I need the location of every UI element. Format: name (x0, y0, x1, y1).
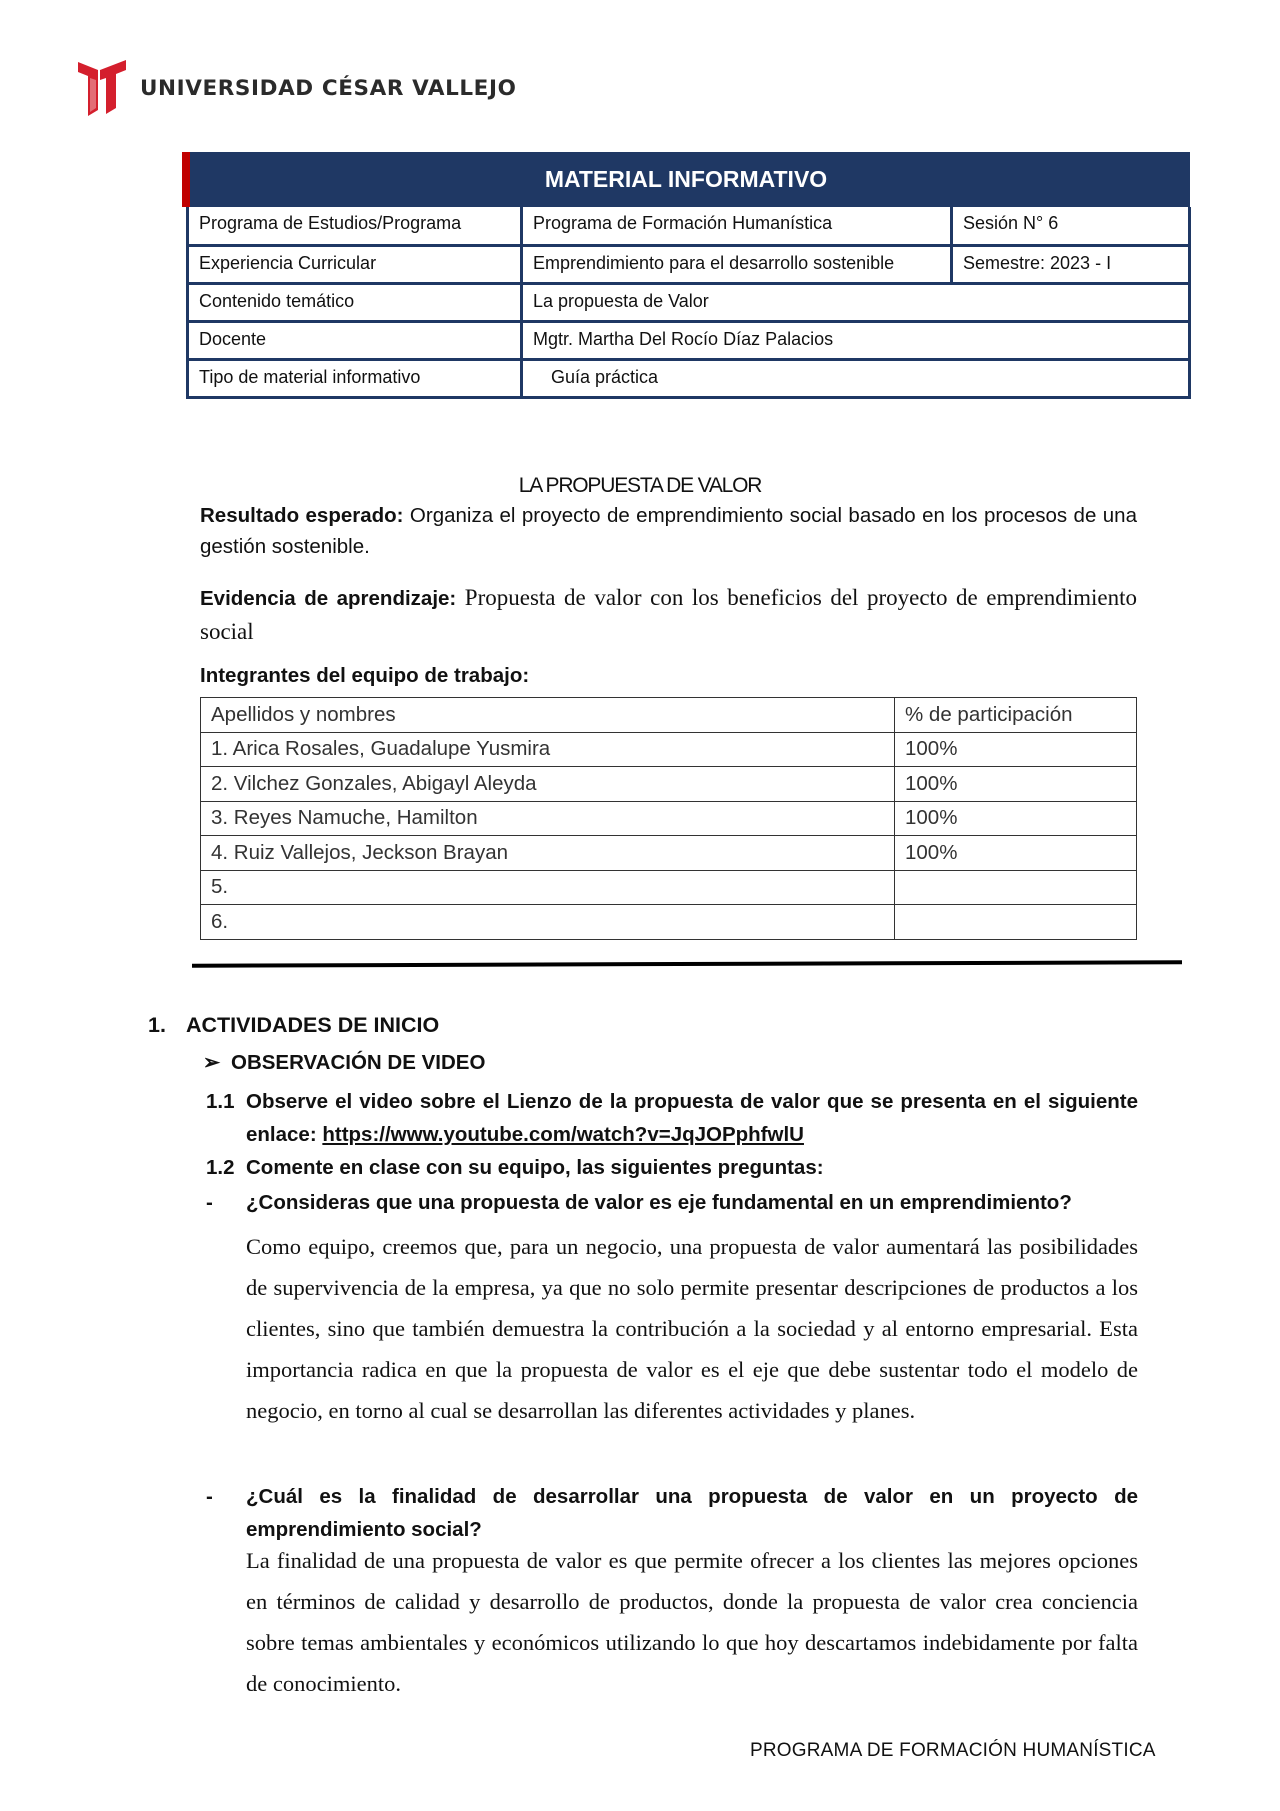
evidencia-text: Propuesta de valor con los beneficios del proyecto de emprendimiento social (200, 585, 1137, 644)
document-title: LA PROPUESTA DE VALOR (518, 474, 762, 497)
subsection-heading (203, 1050, 485, 1075)
info-cell: Programa de Formación Humanística (522, 207, 952, 245)
video-link[interactable]: https://www.youtube.com/watch?v=JqJOPphfwlU (322, 1123, 804, 1146)
table-row (201, 836, 1137, 871)
item-number: 1.2 (206, 1156, 235, 1179)
info-cell: Contenido temático (188, 283, 522, 321)
table-header-row (201, 698, 1137, 733)
question-2 (206, 1480, 1138, 1546)
resultado-text: Organiza el proyecto de emprendimiento social basado en los procesos de una gestión sostenible. (200, 504, 1137, 558)
item-text (246, 1085, 1138, 1151)
column-header: % de participación (895, 698, 1137, 733)
info-cell: Semestre: 2023 - I (952, 245, 1190, 283)
table-row (201, 732, 1137, 767)
info-row (188, 321, 1190, 359)
team-table (200, 697, 1137, 940)
university-name: UNIVERSIDAD CÉSAR VALLEJO (140, 75, 517, 101)
question-1-text: ¿Consideras que una propuesta de valor es eje fundamental en un emprendimiento? (246, 1191, 1072, 1214)
info-row (188, 207, 1190, 245)
answer-1: Como equipo, creemos que, para un negocio, una propuesta de valor aumentará las posibilidades de supervivencia de la empresa, ya que no solo permite presentar descripciones de productos a los clientes, sino que también demuestra la contribución a la sociedad y al entorno empresarial. Esta importancia radica en que la propuesta de valor es el eje que debe sustentar todo el modelo de negocio, en torno al cual se desarrollan las diferentes actividades y planes. (246, 1234, 1138, 1423)
section-number: 1. (148, 1013, 166, 1037)
column-header: Apellidos y nombres (201, 698, 895, 733)
info-row (188, 245, 1190, 283)
page-footer: PROGRAMA DE FORMACIÓN HUMANÍSTICA (750, 1740, 1156, 1761)
info-row (188, 359, 1190, 397)
item-number: 1.1 (206, 1090, 235, 1113)
info-cell: Guía práctica (522, 359, 1190, 397)
member-percentage: 100% (895, 801, 1137, 836)
dash-bullet: - (206, 1485, 213, 1508)
info-cell: Mgtr. Martha Del Rocío Díaz Palacios (522, 321, 1190, 359)
member-name: 5. (201, 870, 895, 905)
info-table-title: MATERIAL INFORMATIVO (544, 166, 828, 192)
info-table-header (182, 152, 1190, 207)
table-row (201, 870, 1137, 905)
member-percentage: 100% (895, 732, 1137, 767)
member-percentage: 100% (895, 767, 1137, 802)
member-name: 1. Arica Rosales, Guadalupe Yusmira (201, 732, 895, 767)
info-cell: Programa de Estudios/Programa (188, 207, 522, 245)
info-cell: Tipo de material informativo (188, 359, 522, 397)
table-row (201, 905, 1137, 940)
section-heading (148, 1013, 439, 1038)
member-name: 6. (201, 905, 895, 940)
member-name: 4. Ruiz Vallejos, Jeckson Brayan (201, 836, 895, 871)
member-percentage: 100% (895, 836, 1137, 871)
info-cell: La propuesta de Valor (522, 283, 1190, 321)
item-1-2-text: Comente en clase con su equipo, las siguientes preguntas: (246, 1156, 824, 1179)
item-1-1 (206, 1085, 1138, 1151)
table-row (201, 801, 1137, 836)
resultado-paragraph (200, 500, 1137, 562)
red-accent-bar (182, 152, 190, 207)
evidencia-paragraph (200, 581, 1137, 649)
info-row (188, 283, 1190, 321)
evidencia-label: Evidencia de aprendizaje: (200, 587, 457, 610)
ucv-logo-icon (76, 58, 128, 118)
subsection-title: OBSERVACIÓN DE VIDEO (231, 1051, 486, 1074)
section-title: ACTIVIDADES DE INICIO (186, 1013, 440, 1037)
item-1-2 (206, 1151, 1138, 1184)
table-row (201, 767, 1137, 802)
university-logo (76, 58, 516, 118)
info-table (182, 152, 1190, 399)
item-1-1-text: Observe el video sobre el Lienzo de la propuesta de valor que se presenta en el siguiente enlace: (246, 1090, 1138, 1146)
member-name: 2. Vilchez Gonzales, Abigayl Aleyda (201, 767, 895, 802)
resultado-label: Resultado esperado: (200, 504, 404, 527)
info-cell: Sesión N° 6 (952, 207, 1190, 245)
answer-2: La finalidad de una propuesta de valor es que permite ofrecer a los clientes las mejores opciones en términos de calidad y desarrollo de productos, donde la propuesta de valor crea conciencia sobre temas ambientales y económicos utilizando lo que hoy descartamos indebidamente por falta de conocimiento. (246, 1548, 1138, 1696)
horizontal-rule (192, 960, 1182, 967)
info-cell: Emprendimiento para el desarrollo sostenible (522, 245, 952, 283)
member-percentage (895, 905, 1137, 940)
arrow-bullet-icon: ➢ (203, 1051, 221, 1074)
info-cell: Docente (188, 321, 522, 359)
question-1 (206, 1186, 1138, 1219)
dash-bullet: - (206, 1191, 213, 1214)
member-name: 3. Reyes Namuche, Hamilton (201, 801, 895, 836)
question-2-text: ¿Cuál es la finalidad de desarrollar una propuesta de valor en un proyecto de emprendimiento social? (246, 1485, 1138, 1541)
team-label: Integrantes del equipo de trabajo: (200, 664, 530, 687)
info-cell: Experiencia Curricular (188, 245, 522, 283)
member-percentage (895, 870, 1137, 905)
info-grid (186, 207, 1191, 399)
